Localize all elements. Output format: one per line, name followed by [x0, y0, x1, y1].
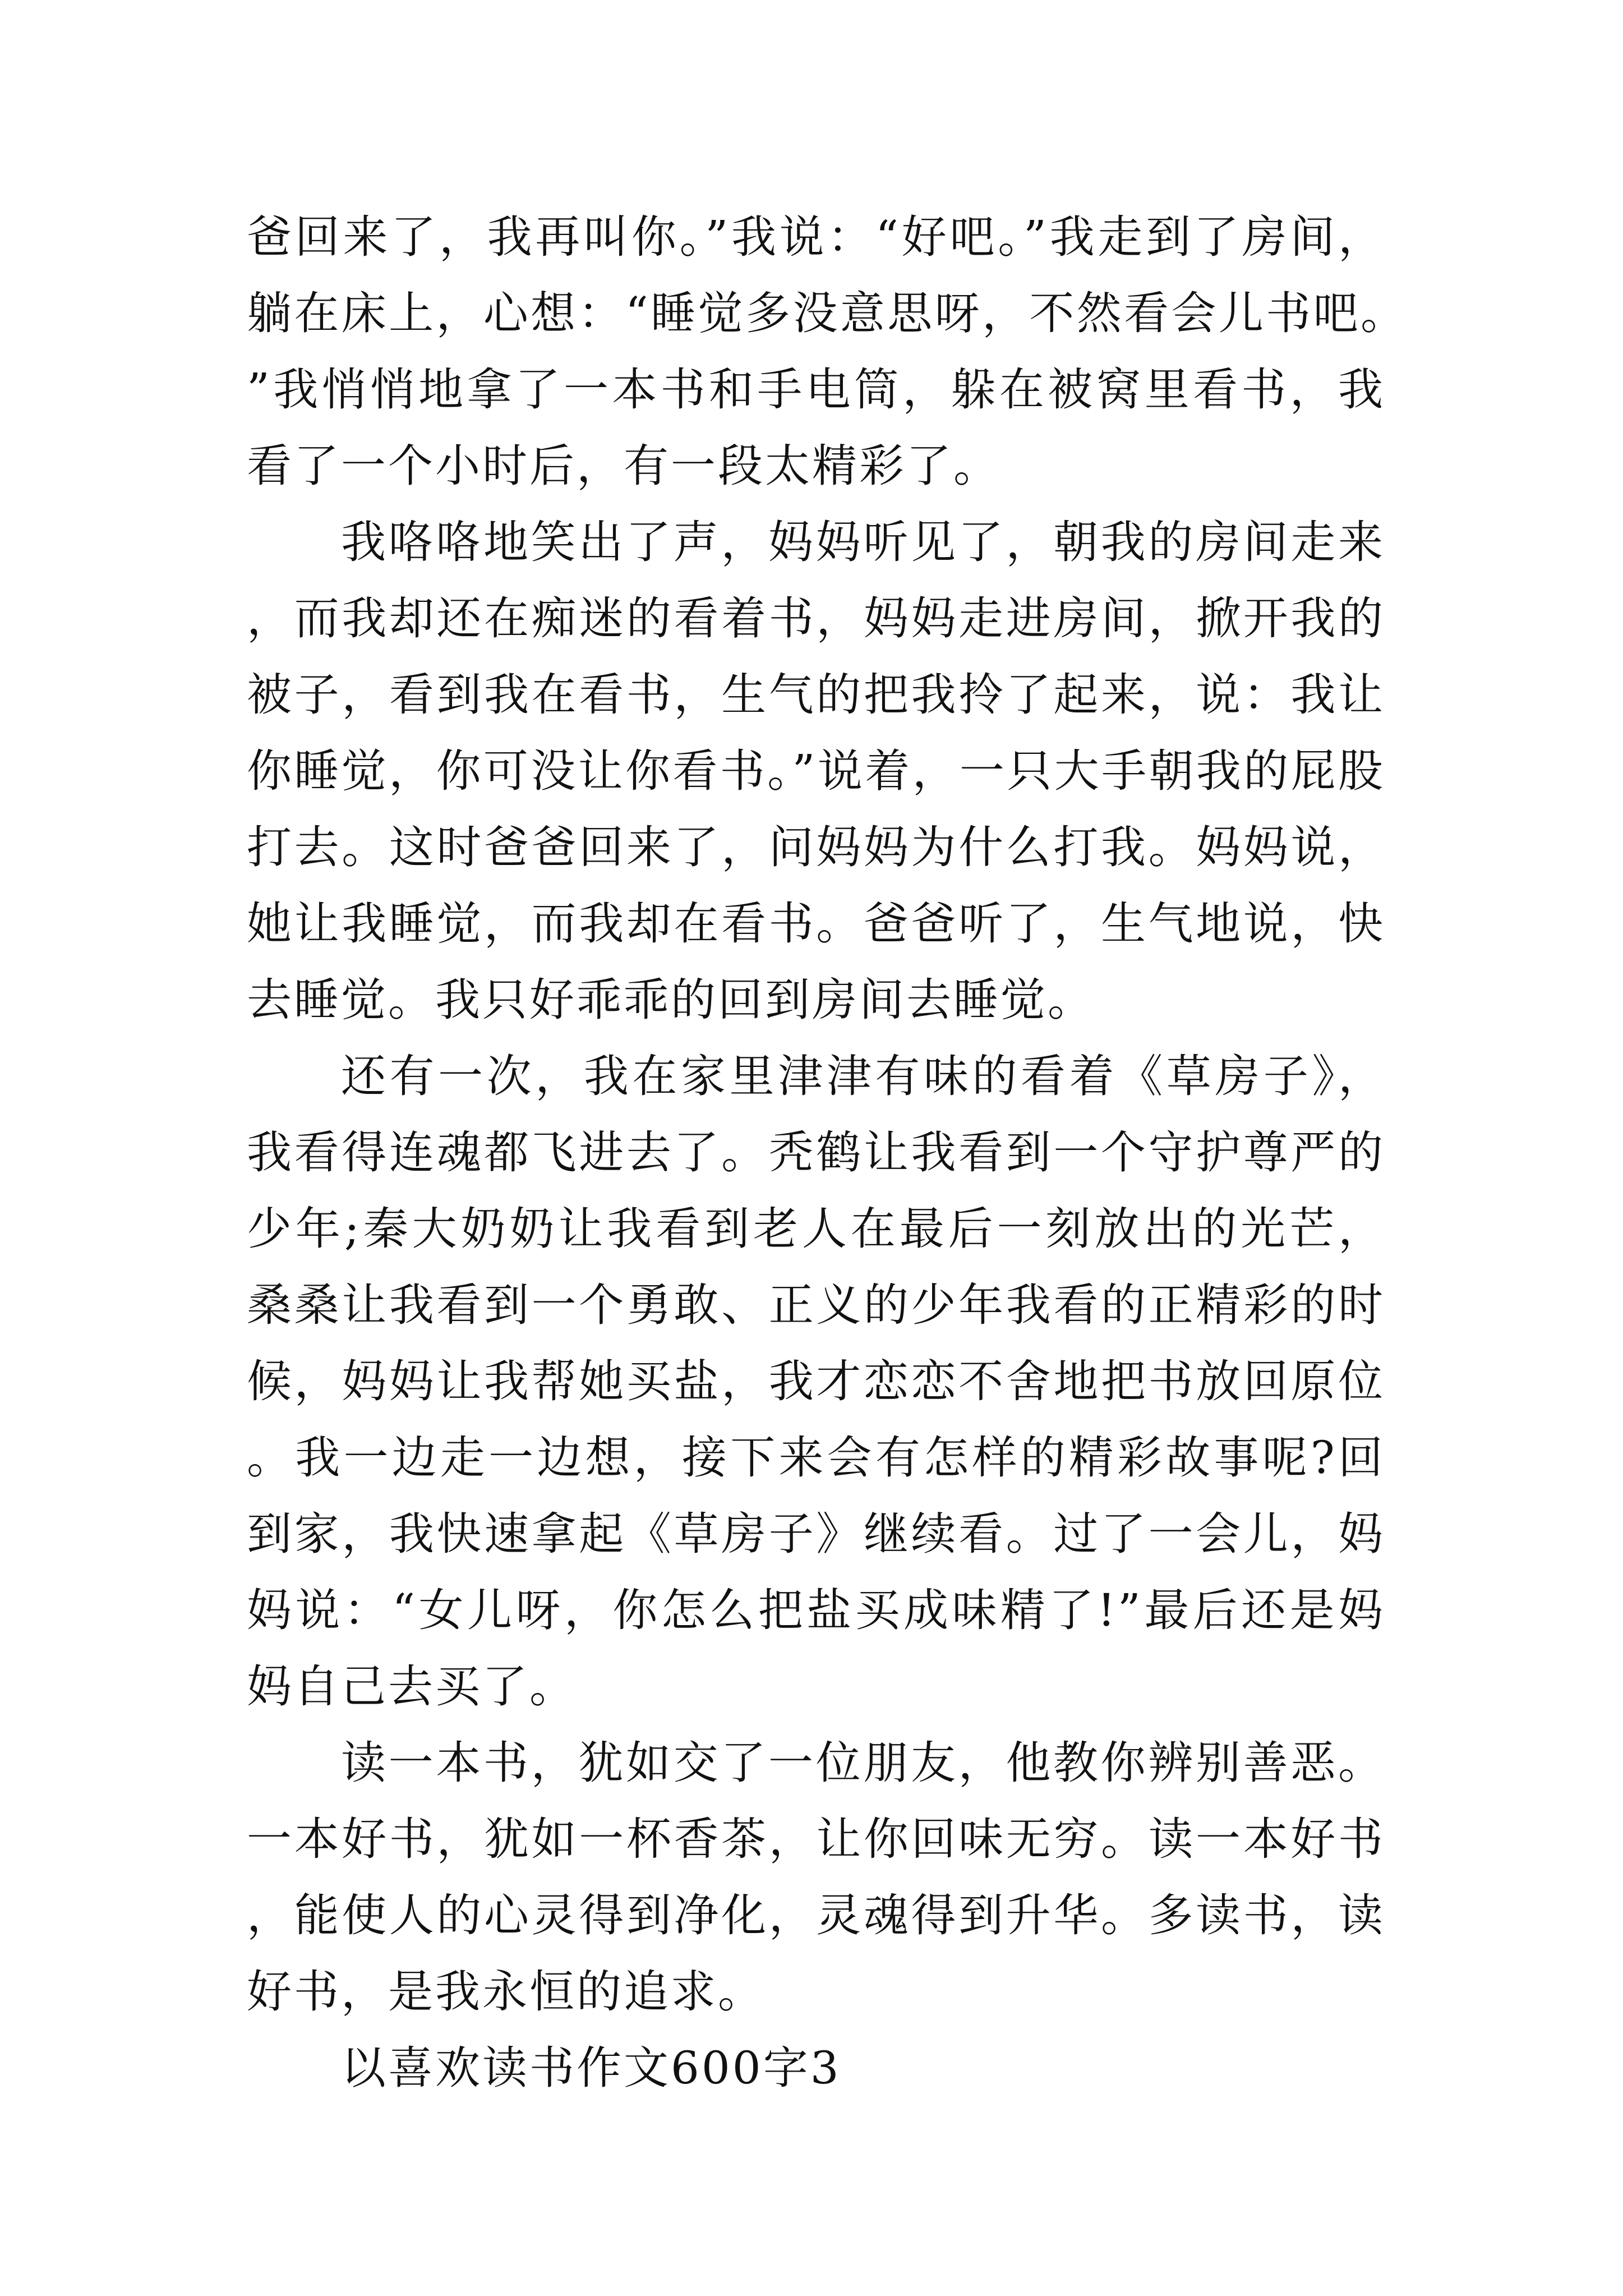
section-heading: 以喜欢读书作文600字3 — [341, 2042, 841, 2094]
paragraph-continuation: 爸回来了，我再叫你。”我说：“好吧。”我走到了房间，躺在床上，心想：“睡觉多没意思呀，不然看会儿书吧。”我悄悄地拿了一本书和手电筒，躲在被窝里看书，我看了一个小时后，有一段太精彩了。 — [247, 211, 1385, 492]
paragraph: 还有一次，我在家里津津有味的看着《草房子》，我看得连魂都飞进去了。秃鹤让我看到一个守护尊严的少年;秦大奶奶让我看到老人在最后一刻放出的光芒，桑桑让我看到一个勇敢、正义的少年我看的正精彩的时候，妈妈让我帮她买盐，我才恋恋不舍地把书放回原位。我一边走一边想，接下来会有怎样的精彩故事呢?回到家，我快速拿起《草房子》继续看。过了一会儿，妈妈说：“女儿呀，你怎么把盐买成味精了!”最后还是妈妈自己去买了。 — [247, 1050, 1385, 1713]
paragraph: 我咯咯地笑出了声，妈妈听见了，朝我的房间走来，而我却还在痴迷的看着书，妈妈走进房间，掀开我的被子，看到我在看书，生气的把我拎了起来，说：我让你睡觉，你可没让你看书。”说着，一只大手朝我的屁股打去。这时爸爸回来了，问妈妈为什么打我。妈妈说，她让我睡觉，而我却在看书。爸爸听了，生气地说，快去睡觉。我只好乖乖的回到房间去睡觉。 — [247, 516, 1385, 1026]
body-text — [247, 199, 1385, 2106]
paragraph: 读一本书，犹如交了一位朋友，他教你辨别善恶。一本好书，犹如一杯香茶，让你回味无穷。读一本好书，能使人的心灵得到净化，灵魂得到升华。多读书，读好书，是我永恒的追求。 — [247, 1737, 1385, 2018]
